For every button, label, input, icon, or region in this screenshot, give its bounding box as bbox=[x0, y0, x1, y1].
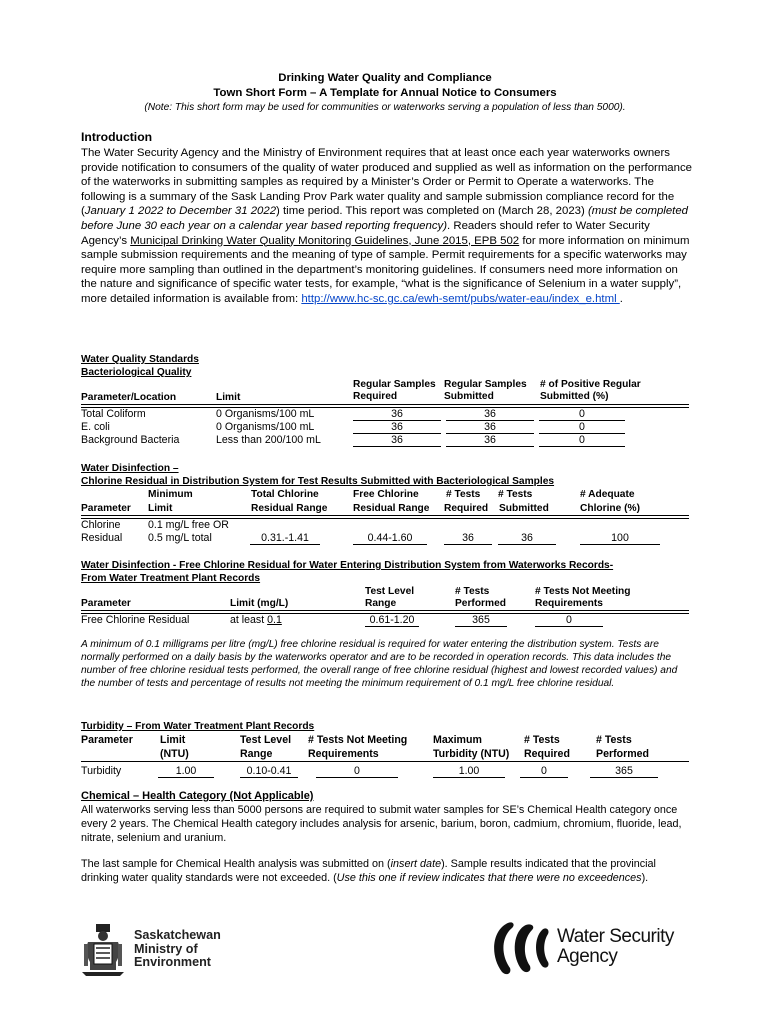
col-limit-mgl: Limit (mg/L) bbox=[230, 598, 289, 609]
row-required: 36 bbox=[353, 421, 441, 434]
col-regular-submitted: Regular Samples Submitted bbox=[444, 379, 527, 402]
bacteriological-quality-heading: Bacteriological Quality bbox=[81, 367, 192, 378]
test-level-range: 0.61-1.20 bbox=[365, 614, 419, 627]
header-note: (Note: This short form may be used for communities or waterworks serving a population of less than 5000). bbox=[144, 102, 626, 113]
chem-text-1: The last sample for Chemical Health analysis was submitted on ( bbox=[81, 858, 391, 870]
col-parameter: Parameter bbox=[81, 503, 131, 514]
wsa-logo-text bbox=[557, 927, 674, 967]
col-maximum: Maximum bbox=[433, 734, 482, 746]
col-parameter: Parameter bbox=[81, 734, 133, 746]
turbidity-performed: 365 bbox=[590, 765, 658, 778]
turbidity-limit: 1.00 bbox=[158, 765, 214, 778]
col-adequate-chlorine: Chlorine (%) bbox=[580, 503, 640, 514]
col-tests: # Tests bbox=[455, 586, 490, 597]
saskatchewan-crest-icon bbox=[80, 922, 126, 976]
col-requirements: Requirements bbox=[535, 598, 603, 609]
col-tests-required: # Tests bbox=[446, 489, 481, 500]
row-required: 36 bbox=[353, 434, 441, 447]
chemical-paragraph-2 bbox=[81, 857, 693, 885]
disinfection-heading-1: Water Disinfection – bbox=[81, 463, 179, 474]
col-regular-required: Regular Samples Required bbox=[353, 379, 436, 402]
tests-performed: 365 bbox=[455, 614, 507, 627]
col-minimum: Minimum bbox=[148, 489, 193, 500]
tests-required: 36 bbox=[444, 532, 492, 545]
intro-text-3: . Readers should refer to Water Security Agency’s bbox=[81, 219, 650, 247]
turbidity-not-meeting: 0 bbox=[316, 765, 398, 778]
row-param: Background Bacteria bbox=[81, 434, 180, 446]
row-required: 36 bbox=[353, 408, 441, 421]
col-submitted: Submitted bbox=[499, 503, 549, 514]
limit-total: 0.5 mg/L total bbox=[148, 532, 212, 544]
turbidity-maximum: 1.00 bbox=[433, 765, 505, 778]
insert-date-placeholder: insert date bbox=[390, 858, 442, 870]
intro-deadline-note: (must be completed before June 30 each year on a calendar year based reporting frequency) bbox=[81, 205, 688, 232]
wsa-logo-icon bbox=[486, 920, 556, 976]
turbidity-required: 0 bbox=[520, 765, 568, 778]
guidelines-link[interactable]: Municipal Drinking Water Quality Monitoring Guidelines, June 2015, EPB 502 bbox=[130, 234, 520, 247]
row-submitted: 36 bbox=[446, 408, 534, 421]
chem-text-3: ). bbox=[641, 872, 649, 884]
col-parameter-location: Parameter/Location bbox=[81, 392, 177, 403]
intro-paragraph bbox=[81, 146, 693, 307]
disinfection2-heading-2: From Water Treatment Plant Records bbox=[81, 573, 261, 584]
col-range: Range bbox=[240, 748, 273, 760]
col-free-chlorine: Free Chlorine bbox=[353, 489, 419, 500]
free-chlorine-param: Free Chlorine Residual bbox=[81, 614, 190, 626]
table-row bbox=[81, 434, 179, 446]
intro-heading: Introduction bbox=[81, 130, 153, 144]
adequate-chlorine: 100 bbox=[580, 532, 660, 545]
table-row bbox=[81, 421, 110, 433]
col-limit: Limit bbox=[216, 392, 241, 403]
disinfection2-heading-1: Water Disinfection - Free Chlorine Residual for Water Entering Distribution System from Waterworks Records- bbox=[81, 560, 614, 571]
title-line-2: Town Short Form – A Template for Annual Notice to Consumers bbox=[213, 87, 557, 99]
intro-text-1: The Water Security Agency and the Ministry of Environment requires that at least once each year waterworks owners provide notification to consumers of the quality of water produced and supplied as well as information on the performance of the waterworks in submitting samples as required by a Minister’s Order or Permit to Operate a waterworks. The following is a summary of the Sask Landing Prov Park water quality and sample submission compliance record for the ( bbox=[81, 147, 693, 218]
tests-not-meeting: 0 bbox=[535, 614, 603, 627]
free-chlorine-range: 0.44-1.60 bbox=[353, 532, 427, 545]
col-total-chlorine: Total Chlorine bbox=[251, 489, 319, 500]
chem-instruction: Use this one if review indicates that there were no exceedences bbox=[336, 872, 642, 884]
chemical-heading: Chemical – Health Category (Not Applicable) bbox=[81, 790, 314, 802]
health-canada-link[interactable]: http://www.hc-sc.gc.ca/ewh-semt/pubs/water-eau/index_e.html bbox=[301, 292, 620, 305]
turbidity-param: Turbidity bbox=[81, 765, 122, 777]
chem-text-2: ). Sample results indicated that the provincial drinking water quality standards were not exceeded. ( bbox=[81, 858, 656, 884]
col-max-turbidity: Turbidity (NTU) bbox=[433, 748, 510, 760]
col-test-level: Test Level bbox=[240, 734, 292, 746]
table-row bbox=[81, 408, 146, 420]
title-line-1: Drinking Water Quality and Compliance bbox=[278, 72, 492, 84]
col-range: Range bbox=[365, 598, 397, 609]
free-chlorine-note: A minimum of 0.1 milligrams per litre (mg/L) free chlorine residual is required for water entering the distribution system. Tests are normally performed on a daily basis by the waterworks operator and are to be recorded in operation records. This data includes the number of free chlorine residual tests performed, the overall range of free chlorine residual (highest and lowest recorded values) and the number of tests and percentage of results not meeting the minimum requirement of 0.1 mg/L free chlorine residual. bbox=[81, 639, 678, 689]
row-submitted: 36 bbox=[446, 434, 534, 447]
col-not-meeting: # Tests Not Meeting bbox=[308, 734, 408, 746]
col-not-meeting: # Tests Not Meeting bbox=[535, 586, 631, 597]
wsa-line-2: Agency bbox=[557, 946, 618, 967]
col-adequate: # Adequate bbox=[580, 489, 635, 500]
col-required: Required bbox=[444, 503, 489, 514]
col-tests-submitted: # Tests bbox=[498, 489, 533, 500]
intro-text-2: ) time period. This report was completed on (March 28, 2023) bbox=[276, 205, 588, 218]
row-param: Total Coliform bbox=[81, 408, 146, 420]
row-limit: Less than 200/100 mL bbox=[216, 434, 321, 446]
ministry-logo-text bbox=[134, 929, 221, 970]
chemical-paragraph-1: All waterworks serving less than 5000 persons are required to submit water samples for SE’s Chemical Health category once every 2 years. The Chemical Health category includes analysis for arsenic, barium, boron, cadmium, chromium, fluoride, lead, nitrate, selenium and uranium. bbox=[81, 804, 682, 844]
row-positive: 0 bbox=[539, 408, 625, 421]
row-limit: 0 Organisms/100 mL bbox=[216, 408, 315, 420]
total-chlorine-range: 0.31.-1.41 bbox=[250, 532, 320, 545]
limit-prefix: at least bbox=[230, 614, 268, 626]
col-tests-performed: # Tests bbox=[596, 734, 632, 746]
turbidity-range: 0.10-0.41 bbox=[240, 765, 298, 778]
col-limit: Limit bbox=[160, 734, 186, 746]
chlorine-param: Chlorine bbox=[81, 519, 121, 531]
row-positive: 0 bbox=[539, 421, 625, 434]
intro-text-4: for more information on minimum sample submission requirements and the meaning of type of sample. Permit requirements for a specific waterworks may require more sampling than outlined in the department’s monitoring guidelines. If consumers need more information on the nature and significance of specific water tests, for example, “what is the significance of Selenium in a water supply”, more detailed information is available from: bbox=[81, 234, 690, 305]
col-performed: Performed bbox=[596, 748, 649, 760]
col-ntu: (NTU) bbox=[160, 748, 189, 760]
ministry-line-1: Saskatchewan bbox=[134, 928, 221, 942]
water-quality-standards-heading: Water Quality Standards bbox=[81, 354, 199, 365]
col-required: Required bbox=[524, 748, 570, 760]
col-test-level: Test Level bbox=[365, 586, 415, 597]
residual-param: Residual bbox=[81, 532, 123, 544]
col-performed: Performed bbox=[455, 598, 506, 609]
row-param: E. coli bbox=[81, 421, 110, 433]
limit-value: 0.1 bbox=[267, 614, 282, 626]
col-free-range: Residual Range bbox=[353, 503, 430, 514]
limit-free: 0.1 mg/L free OR bbox=[148, 519, 229, 531]
col-positive-submitted: # of Positive Regular Submitted (%) bbox=[540, 379, 641, 402]
ministry-line-2: Ministry of bbox=[134, 941, 198, 956]
row-limit: 0 Organisms/100 mL bbox=[216, 421, 315, 433]
row-submitted: 36 bbox=[446, 421, 534, 434]
col-total-range: Residual Range bbox=[251, 503, 328, 514]
disinfection-heading-2: Chlorine Residual in Distribution System for Test Results Submitted with Bacteriological Samples bbox=[81, 476, 555, 487]
turbidity-heading: Turbidity – From Water Treatment Plant Records bbox=[81, 721, 315, 732]
row-positive: 0 bbox=[539, 434, 625, 447]
ministry-line-3: Environment bbox=[134, 955, 211, 970]
col-parameter: Parameter bbox=[81, 598, 131, 609]
table-header-rule bbox=[81, 761, 689, 762]
intro-end: . bbox=[619, 292, 623, 305]
col-limit: Limit bbox=[148, 503, 173, 514]
col-tests: # Tests bbox=[524, 734, 560, 746]
intro-period: January 1 2022 to December 31 2022 bbox=[84, 205, 277, 218]
col-requirements: Requirements bbox=[308, 748, 379, 760]
wsa-line-1: Water Security bbox=[557, 926, 674, 947]
tests-submitted: 36 bbox=[498, 532, 556, 545]
